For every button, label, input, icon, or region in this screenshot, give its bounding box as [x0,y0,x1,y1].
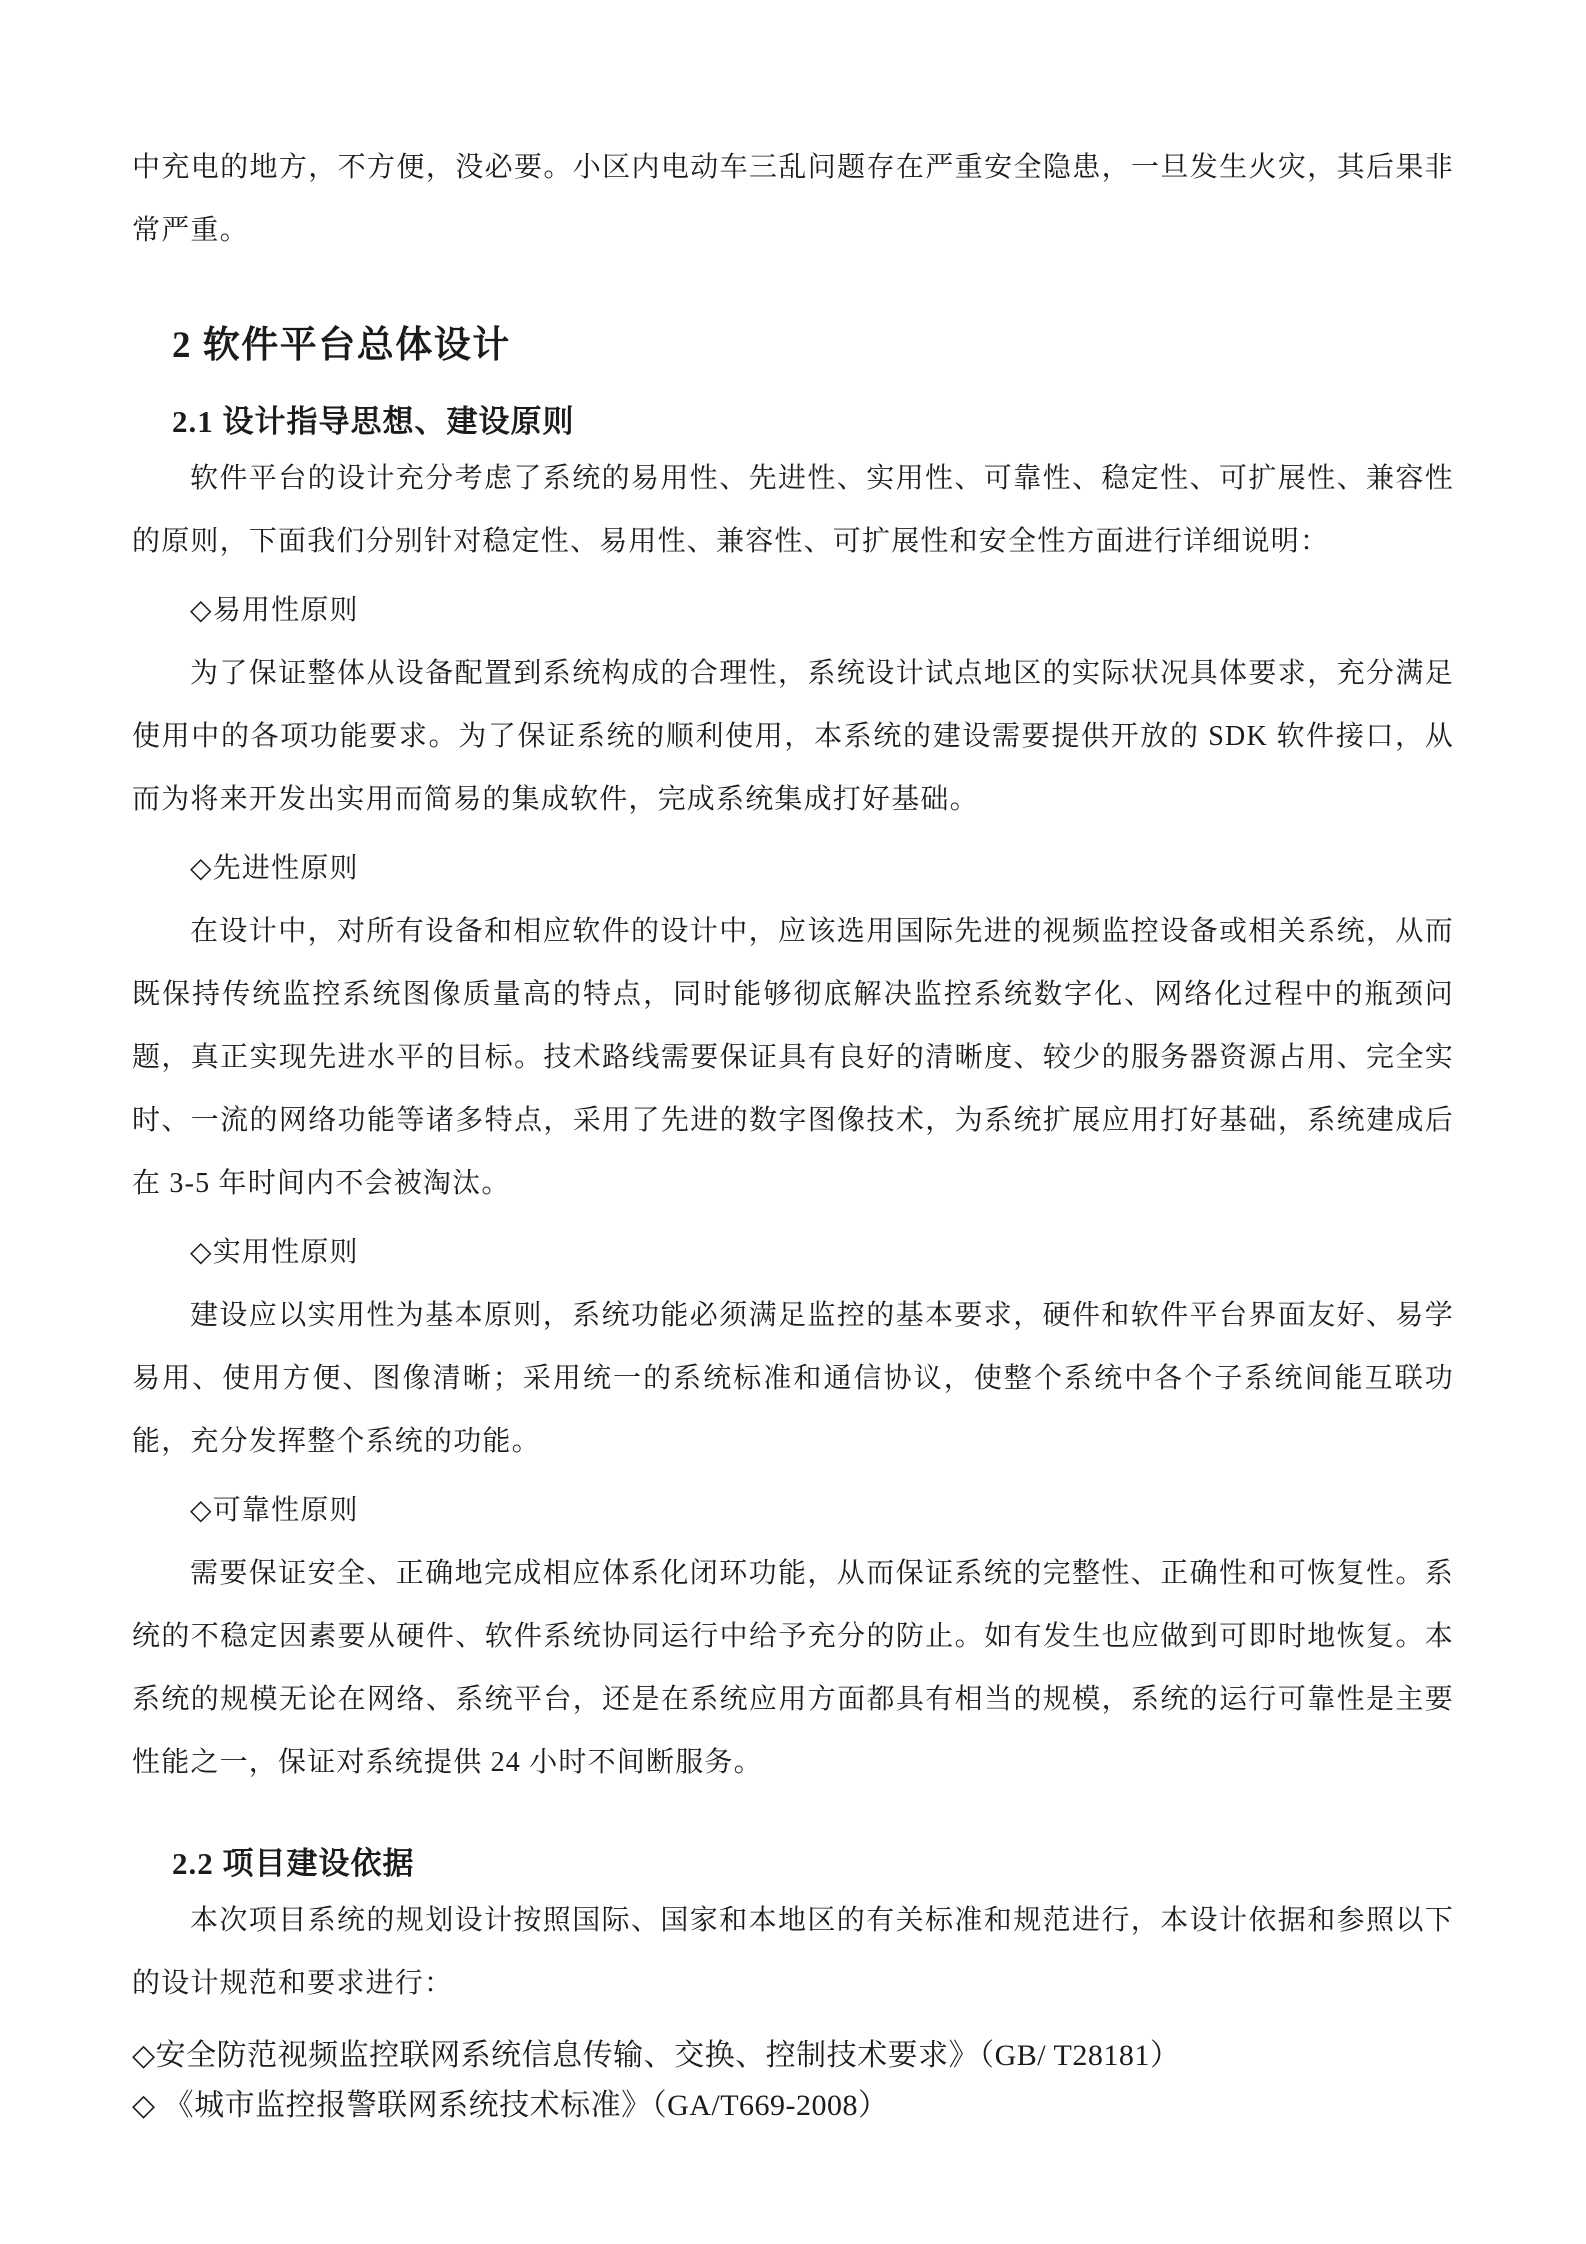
principle-reliability-title: ◇可靠性原则 [190,1495,359,1526]
principle-practicality-title: ◇实用性原则 [190,1237,359,1268]
principle-reliability-body: 需要保证安全、正确地完成相应体系化闭环功能，从而保证系统的完整性、正确性和可恢复性。系统的不稳定因素要从硬件、软件系统协同运行中给予充分的防止。如有发生也应做到可即时地恢复。本系统的规模无论在网络、系统平台，还是在系统应用方面都具有相当的规模，系统的运行可靠性是主要性能之一，保证对系统提供 24 小时不间断服务。 [132,1558,1454,1778]
principle-advancement-body: 在设计中，对所有设备和相应软件的设计中，应该选用国际先进的视频监控设备或相关系统，从而既保持传统监控系统图像质量高的特点，同时能够彻底解决监控系统数字化、网络化过程中的瓶颈问题，真正实现先进水平的目标。技术路线需要保证具有良好的清晰度、较少的服务器资源占用、完全实时、一流的网络功能等诸多特点，采用了先进的数字图像技术，为系统扩展应用打好基础，系统建成后在 3-5 年时间内不会被淘汰。 [132,916,1454,1199]
continued-paragraph: 中充电的地方，不方便，没必要。小区内电动车三乱问题存在严重安全隐患，一旦发生火灾，其后果非常严重。 [132,152,1454,246]
reference-item-ga-t669: ◇ 《城市监控报警联网系统技术标准》（GA/T669-2008） [132,2089,889,2122]
principle-usability-body: 为了保证整体从设备配置到系统构成的合理性，系统设计试点地区的实际状况具体要求，充分满足使用中的各项功能要求。为了保证系统的顺利使用，本系统的建设需要提供开放的 SDK 软件接口，从而为将来开发出实用而简易的集成软件，完成系统集成打好基础。 [132,658,1454,815]
chapter-2-heading: 2 软件平台总体设计 [172,325,511,366]
principle-advancement-title: ◇先进性原则 [190,853,359,884]
section-2-2-heading: 2.2 项目建设依据 [172,1846,415,1881]
reference-item-gb-t28181: ◇安全防范视频监控联网系统信息传输、交换、控制技术要求》（GB/ T28181） [132,2039,1181,2072]
principle-practicality-body: 建设应以实用性为基本原则，系统功能必须满足监控的基本要求，硬件和软件平台界面友好、易学易用、使用方便、图像清晰；采用统一的系统标准和通信协议，使整个系统中各个子系统间能互联功能，充分发挥整个系统的功能。 [132,1300,1454,1457]
section-2-1-heading: 2.1 设计指导思想、建设原则 [172,404,575,439]
reference-list [132,2031,1454,2131]
section-2-1-intro: 软件平台的设计充分考虑了系统的易用性、先进性、实用性、可靠性、稳定性、可扩展性、兼容性的原则，下面我们分别针对稳定性、易用性、兼容性、可扩展性和安全性方面进行详细说明： [132,463,1454,557]
principle-usability-title: ◇易用性原则 [190,595,359,626]
section-2-2-intro: 本次项目系统的规划设计按照国际、国家和本地区的有关标准和规范进行，本设计依据和参照以下的设计规范和要求进行： [132,1905,1454,1999]
